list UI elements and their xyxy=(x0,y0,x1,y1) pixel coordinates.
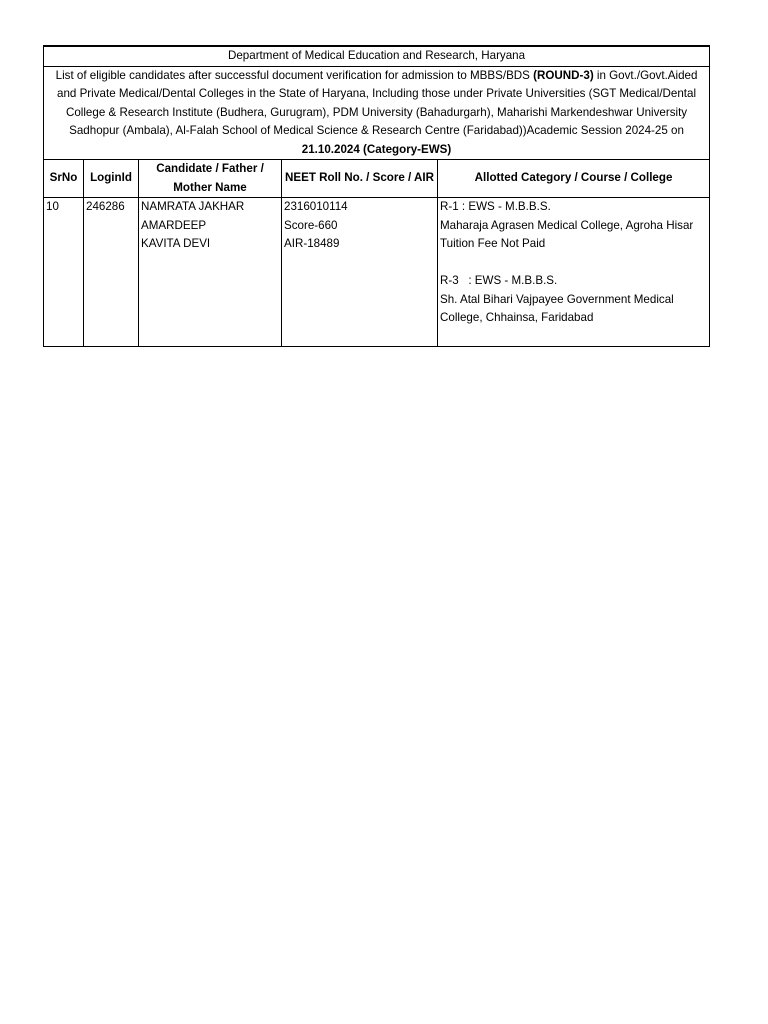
cell-srno xyxy=(44,198,84,347)
column-header-row xyxy=(44,160,710,198)
header-candidate: Candidate / Father / Mother Name xyxy=(139,160,282,198)
title-row xyxy=(44,66,710,160)
header-neet: NEET Roll No. / Score / AIR xyxy=(282,160,438,198)
round3-college: Sh. Atal Bihari Vajpayee Government Medical College, Chhainsa, Faridabad xyxy=(440,292,674,324)
neet-score: Score-660 xyxy=(284,218,338,232)
department-heading xyxy=(44,46,710,66)
header-allotted: Allotted Category / Course / College xyxy=(438,160,710,198)
header-srno: SrNo xyxy=(44,160,84,198)
cell-candidate xyxy=(139,198,282,347)
title-part1: List of eligible candidates after successful document verification for admission to MBBS/BDS xyxy=(55,68,534,82)
mother-name: KAVITA DEVI xyxy=(141,237,211,250)
round1-allotment: R-1 : EWS - M.B.B.S. xyxy=(440,200,551,213)
round3-allotment: R-3 : EWS - M.B.B.S. xyxy=(440,274,558,287)
round1-college: Maharaja Agrasen Medical College, Agroha Hisar xyxy=(440,218,694,232)
cell-allotted xyxy=(438,198,710,347)
cell-loginid xyxy=(84,198,139,347)
neet-roll: 2316010114 xyxy=(284,200,348,213)
neet-air: AIR-18489 xyxy=(284,237,340,250)
loginid-value: 246286 xyxy=(86,200,125,213)
cell-neet xyxy=(282,198,438,347)
department-text: Department of Medical Education and Research, Haryana xyxy=(227,49,526,62)
document-title xyxy=(44,66,710,160)
allotment-table xyxy=(43,45,710,347)
srno-value: 10 xyxy=(46,200,59,213)
father-name: AMARDEEP xyxy=(141,218,207,232)
header-loginid: LoginId xyxy=(84,160,139,198)
table-row xyxy=(44,198,710,347)
department-row xyxy=(44,46,710,66)
candidate-name: NAMRATA JAKHAR xyxy=(141,200,245,213)
round1-fee-status: Tuition Fee Not Paid xyxy=(440,237,546,250)
title-category: (Category-EWS) xyxy=(359,142,452,156)
title-round: (ROUND-3) xyxy=(533,68,594,82)
title-part2: in Govt./Govt.Aided and Private Medical/Dental Colleges in the State of Haryana, Including those under Private Universities (SGT Medical/Dental College & Research Institute (Budhera, Gurugram), PDM University (Bahadurgarh), Maharishi Markendeshwar University Sadhopur (Ambala), Al-Falah School of Medical Science & Research Centre (Faridabad))Academic Session 2024-25 on xyxy=(57,68,698,137)
title-date: 21.10.2024 xyxy=(301,142,360,156)
spacer xyxy=(440,254,707,273)
